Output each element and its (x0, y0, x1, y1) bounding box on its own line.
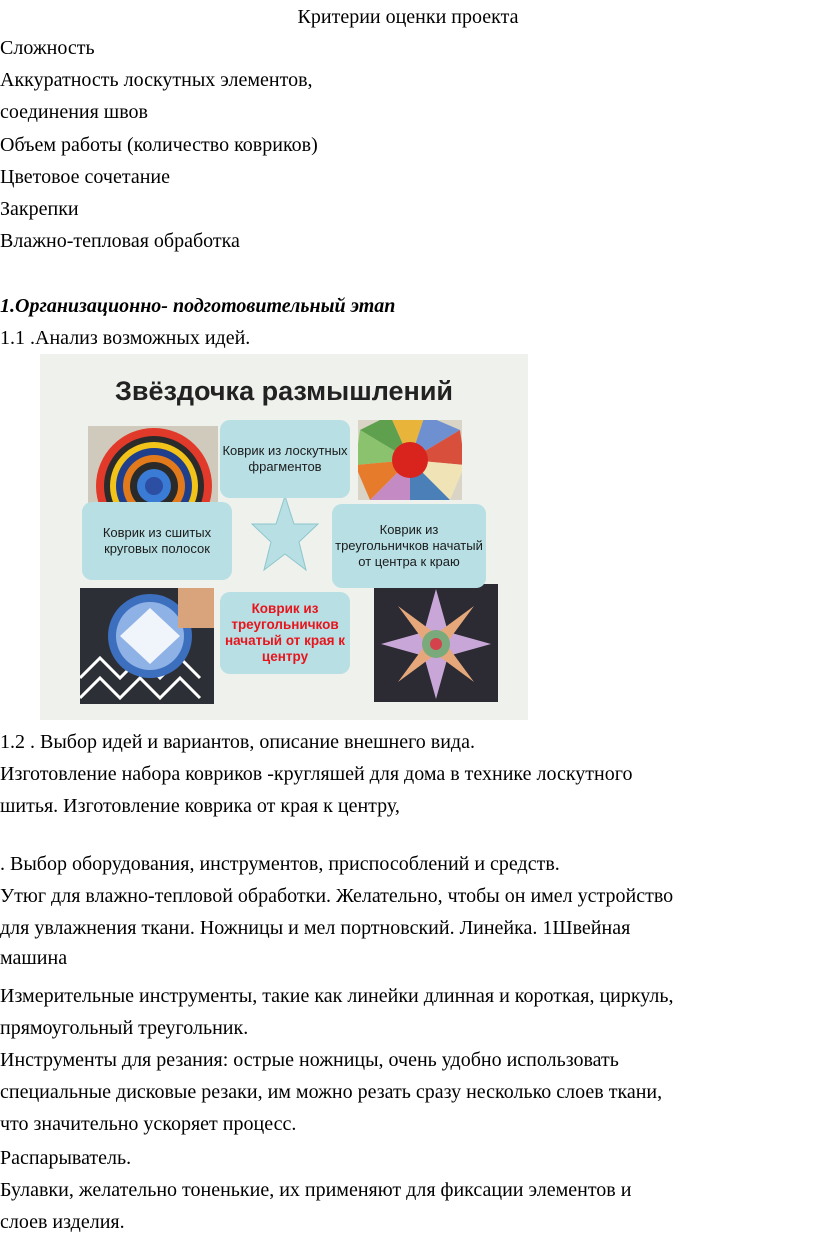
slide-title: Звёздочка размышлений (114, 376, 454, 406)
idea-box-center-to-edge: Коврик из треугольничков начатый от центра к краю (332, 504, 486, 588)
stage-subheading: 1.1 .Анализ возможных идей. (0, 327, 251, 349)
rug-photo-folded (80, 588, 214, 704)
idea-box-patch-fragments: Коврик из лоскутных фрагментов (220, 420, 350, 498)
body-line: Утюг для влажно-тепловой обработки. Желательно, чтобы он имел устройство (0, 885, 674, 907)
criteria-item: Влажно-тепловая обработка (0, 230, 240, 252)
body-line: 1.2 . Выбор идей и вариантов, описание внешнего вида. (0, 731, 475, 753)
criteria-item: Аккуратность лоскутных элементов, (0, 69, 313, 91)
mindmap-slide (40, 354, 528, 720)
body-line: . Выбор оборудования, инструментов, приспособлений и средств. (0, 853, 560, 875)
body-line: Измерительные инструменты, такие как линейки длинная и короткая, циркуль, (0, 985, 674, 1007)
star-icon (250, 494, 320, 574)
criteria-item: соединения швов (0, 101, 148, 123)
criteria-item: Цветовое сочетание (0, 166, 170, 188)
body-line: для увлажнения ткани. Ножницы и мел портновский. Линейка. 1Швейная (0, 917, 631, 939)
stage-heading: 1.Организационно- подготовительный этап (0, 295, 396, 317)
criteria-item: Сложность (0, 37, 95, 59)
body-line: шитья. Изготовление коврика от края к центру, (0, 795, 400, 817)
criteria-title: Критерии оценки проекта (297, 6, 519, 28)
body-line: Распарыватель. (0, 1147, 132, 1169)
rug-photo-star (374, 584, 498, 702)
body-line: Булавки, желательно тоненькие, их применяют для фиксации элементов и (0, 1179, 632, 1201)
criteria-item: Закрепки (0, 198, 79, 220)
body-line: Инструменты для резания: острые ножницы, очень удобно использовать (0, 1049, 619, 1071)
body-line: что значительно ускоряет процесс. (0, 1113, 297, 1135)
body-line: специальные дисковые резаки, им можно резать сразу несколько слоев ткани, (0, 1081, 663, 1103)
body-line: Изготовление набора ковриков -кругляшей для дома в технике лоскутного (0, 763, 633, 785)
rug-photo-radial (358, 420, 462, 500)
criteria-item: Объем работы (количество ковриков) (0, 134, 318, 156)
idea-box-circular-strips: Коврик из сшитых круговых полосок (82, 502, 232, 580)
idea-box-edge-to-center: Коврик из треугольничков начатый от края к центру (220, 592, 350, 674)
body-line: слоев изделия. (0, 1211, 125, 1233)
body-line: машина (0, 947, 68, 969)
body-line: прямоугольный треугольник. (0, 1017, 249, 1039)
